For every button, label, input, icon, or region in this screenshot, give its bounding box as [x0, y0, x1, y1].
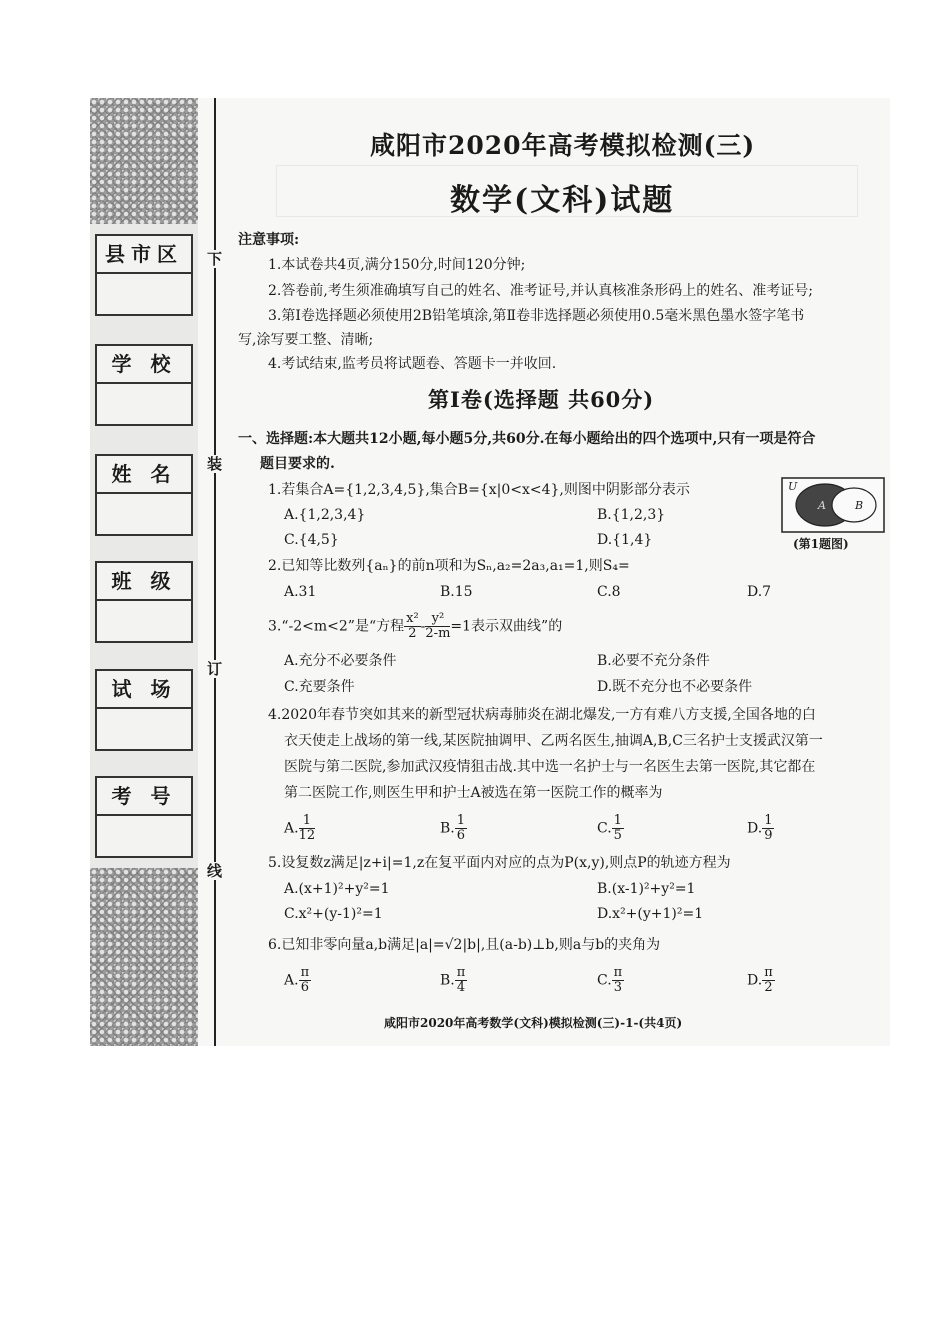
- field-exam-room: [95, 669, 193, 751]
- option-fraction: [455, 814, 467, 843]
- question-3-option-b: B.必要不充分条件: [597, 653, 710, 669]
- question-2-option-b: B.15: [440, 584, 473, 600]
- fraction-denominator: 4: [456, 980, 466, 995]
- field-name: [95, 454, 193, 536]
- option-label: D.: [747, 972, 763, 989]
- fraction-numerator: 1: [613, 813, 622, 828]
- option-fraction: [455, 966, 468, 995]
- fraction-denominator: 2: [408, 626, 417, 641]
- question-6-option-c: [597, 966, 624, 995]
- subject-title: 数学(文科)试题: [450, 183, 675, 218]
- fraction-numerator: y²: [425, 612, 450, 627]
- notice-item: 3.第Ⅰ卷选择题必须使用2B铅笔填涂,第Ⅱ卷非选择题必须使用0.5毫米黑色墨水签字笔书: [268, 308, 805, 324]
- question-1-stem: 1.若集合A={1,2,3,4,5},集合B={x|0<x<4},则图中阴影部分表示: [268, 482, 690, 498]
- fraction-denominator: 9: [764, 828, 773, 843]
- venn-label-a: A: [818, 499, 826, 512]
- question-3-option-a: A.充分不必要条件: [284, 653, 397, 669]
- field-class-label: 班 级: [97, 563, 191, 601]
- notice-item: 写,涂写要工整、清晰;: [238, 332, 374, 348]
- fraction-numerator: π: [300, 965, 310, 980]
- page-footer: 咸阳市2020年高考数学(文科)模拟检测(三)-1-(共4页): [384, 1016, 683, 1030]
- option-label: A.: [284, 972, 299, 989]
- option-fraction: [612, 814, 624, 843]
- question-6-option-b: [440, 966, 467, 995]
- fraction-denominator: 6: [456, 828, 466, 843]
- question-6-stem: 6.已知非零向量a,b满足|a|=√2|b|,且(a-b)⊥b,则a与b的夹角为: [268, 937, 661, 953]
- notice-heading: 注意事项:: [238, 232, 300, 248]
- fraction-denominator: 2-m: [425, 626, 451, 641]
- binding-mark-zhuang: 装: [207, 455, 223, 473]
- option-label: B.: [440, 972, 455, 989]
- notice-item: 1.本试卷共4页,满分150分,时间120分钟;: [268, 257, 526, 273]
- fraction-numerator: π: [764, 965, 773, 980]
- fraction-y2-over-2-m: [425, 612, 450, 641]
- notice-item: 2.答卷前,考生须准确填写自己的姓名、准考证号,并认真核准条形码上的姓名、准考证号;: [268, 283, 813, 299]
- question-5-option-d: D.x²+(y+1)²=1: [597, 906, 704, 922]
- fraction-numerator: x²: [406, 611, 419, 626]
- question-3-option-d: D.既不充分也不必要条件: [597, 679, 753, 695]
- section-title: 第Ⅰ卷(选择题 共60分): [428, 387, 655, 412]
- field-exam-room-label: 试 场: [97, 671, 191, 709]
- question-1-option-a: A.{1,2,3,4}: [284, 507, 366, 523]
- fraction-x2-over-2: [404, 612, 421, 641]
- question-5-stem: 5.设复数z满足|z+i|=1,z在复平面内对应的点为P(x,y),则点P的轨迹方程为: [268, 855, 731, 871]
- decorative-pattern-bottom: [90, 868, 198, 1046]
- fraction-numerator: 1: [456, 813, 466, 828]
- notice-item: 4.考试结束,监考员将试题卷、答题卡一并收回.: [268, 356, 557, 372]
- question-4-option-c: [597, 814, 624, 843]
- fraction-numerator: π: [456, 965, 466, 980]
- question-3-option-c: C.充要条件: [284, 679, 355, 695]
- field-county: [95, 234, 193, 316]
- fraction-denominator: 5: [613, 828, 622, 843]
- binding-mark-ding: 订: [207, 660, 223, 678]
- question-2-option-c: C.8: [597, 584, 621, 600]
- question-2-option-a: A.31: [284, 584, 317, 600]
- decorative-pattern-top: [90, 98, 198, 224]
- question-6-option-d: [747, 966, 775, 995]
- question-3-stem: [268, 612, 562, 641]
- question-4-option-b: [440, 814, 467, 843]
- question-1-option-b: B.{1,2,3}: [597, 507, 666, 523]
- option-label: B.: [440, 820, 455, 837]
- question-6-option-a: [284, 966, 311, 995]
- option-label: A.: [284, 820, 299, 837]
- question-5-option-c: C.x²+(y-1)²=1: [284, 906, 383, 922]
- question-3-stem-post: =1表示双曲线”的: [450, 618, 563, 635]
- option-label: D.: [747, 820, 763, 837]
- fraction-denominator: 2: [764, 980, 773, 995]
- option-fraction: [762, 814, 774, 843]
- field-school-label: 学 校: [97, 346, 191, 384]
- fraction-numerator: 1: [299, 814, 316, 829]
- question-2-option-d: D.7: [747, 584, 772, 600]
- question-4-line: 医院与第二医院,参加武汉疫情狙击战.其中选一名护士与一名医生去第一医院,其它都在: [284, 759, 816, 775]
- option-fraction: [299, 814, 316, 843]
- option-fraction: [762, 966, 775, 995]
- option-fraction: [299, 966, 312, 995]
- question-4-line: 4.2020年春节突如其来的新型冠状病毒肺炎在湖北爆发,一方有难八方支援,全国各地的白: [268, 707, 816, 723]
- option-label: C.: [597, 820, 612, 837]
- field-exam-number: [95, 776, 193, 858]
- field-school: [95, 344, 193, 426]
- fraction-denominator: 12: [298, 828, 316, 843]
- venn-diagram-figure: [781, 477, 885, 533]
- venn-label-u: U: [788, 480, 798, 493]
- field-county-label: 县市区: [97, 236, 191, 274]
- binding-mark-xia: 下: [207, 250, 223, 268]
- question-5-option-a: A.(x+1)²+y²=1: [284, 881, 390, 897]
- exam-title: 咸阳市2020年高考模拟检测(三): [370, 131, 756, 160]
- binding-line: [214, 98, 216, 1046]
- question-4-option-a: [284, 814, 315, 843]
- field-exam-number-label: 考 号: [97, 778, 191, 816]
- fraction-numerator: π: [613, 965, 623, 980]
- section-instruction: 题目要求的.: [260, 456, 335, 472]
- option-fraction: [612, 966, 625, 995]
- fraction-numerator: 1: [764, 813, 773, 828]
- minus-sign: -: [420, 618, 426, 635]
- field-name-label: 姓 名: [97, 456, 191, 494]
- fraction-denominator: 3: [613, 980, 623, 995]
- option-label: C.: [597, 972, 612, 989]
- section-instruction: 一、选择题:本大题共12小题,每小题5分,共60分.在每小题给出的四个选项中,只有一项是符合: [238, 431, 816, 447]
- question-3-stem-pre: 3.“-2<m<2”是“方程: [268, 618, 405, 635]
- venn-caption: (第1题图): [793, 537, 849, 551]
- question-1-option-d: D.{1,4}: [597, 532, 653, 548]
- field-class: [95, 561, 193, 643]
- question-4-line: 第二医院工作,则医生甲和护士A被选在第一医院工作的概率为: [284, 785, 663, 801]
- question-4-option-d: [747, 814, 774, 843]
- binding-mark-xian: 线: [207, 862, 223, 880]
- venn-set-b: [832, 488, 876, 522]
- question-1-option-c: C.{4,5}: [284, 532, 339, 548]
- question-5-option-b: B.(x-1)²+y²=1: [597, 881, 696, 897]
- question-4-line: 衣天使走上战场的第一线,某医院抽调甲、乙两名医生,抽调A,B,C三名护士支援武汉第一: [284, 733, 823, 749]
- question-2-stem: 2.已知等比数列{aₙ}的前n项和为Sₙ,a₂=2a₃,a₁=1,则S₄=: [268, 558, 630, 574]
- venn-label-b: B: [855, 499, 864, 512]
- fraction-denominator: 6: [300, 980, 309, 995]
